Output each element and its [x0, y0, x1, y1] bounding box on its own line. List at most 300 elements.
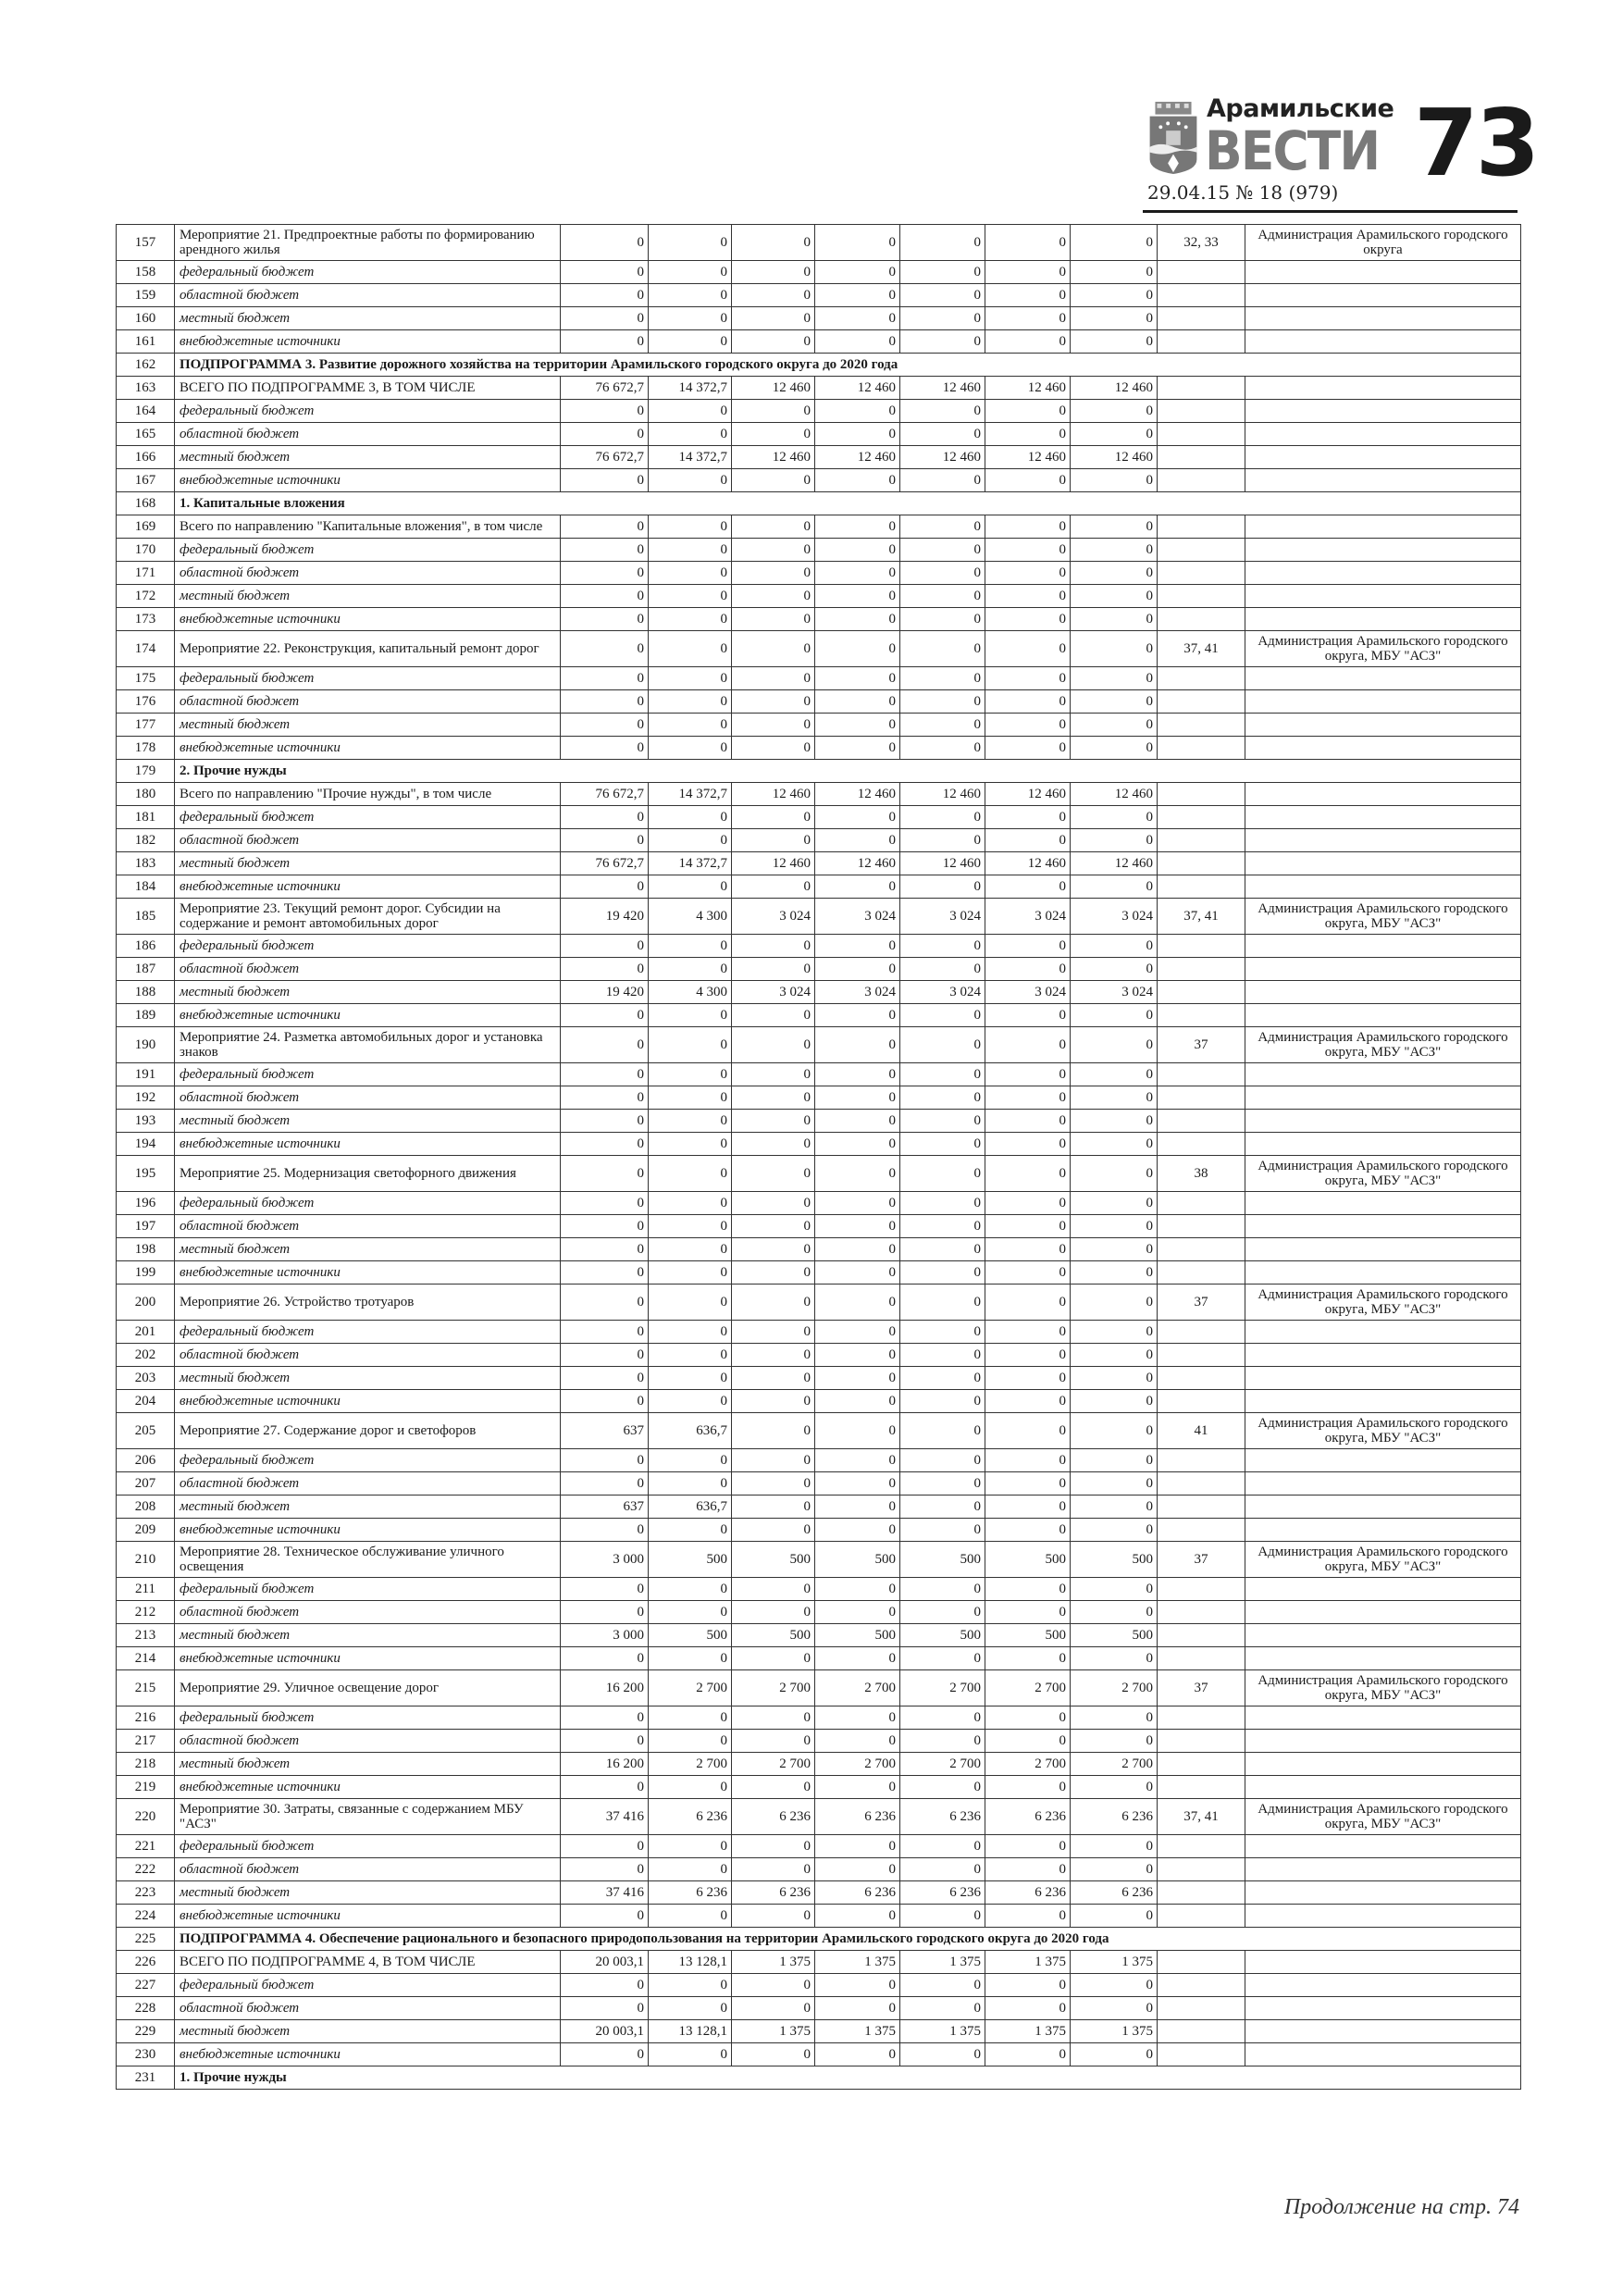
amount-cell: 0: [1071, 1086, 1158, 1110]
executor: [1245, 377, 1521, 400]
table-row: [117, 1858, 1521, 1881]
target-indicator-ref: [1158, 400, 1245, 423]
table-row: [117, 469, 1521, 492]
row-name: федеральный бюджет: [175, 1063, 561, 1086]
amount-cell: 0: [561, 1215, 649, 1238]
executor: Администрация Арамильского городского округа: [1245, 225, 1521, 261]
executor: [1245, 1321, 1521, 1344]
amount-cell: 3 024: [900, 899, 985, 935]
target-indicator-ref: [1158, 1215, 1245, 1238]
target-indicator-ref: [1158, 1951, 1245, 1974]
executor: Администрация Арамильского городского округа, МБУ "АСЗ": [1245, 1156, 1521, 1192]
amount-cell: 0: [732, 400, 815, 423]
amount-cell: 0: [815, 875, 900, 899]
amount-cell: 0: [815, 1706, 900, 1730]
row-name: областной бюджет: [175, 829, 561, 852]
amount-cell: 0: [732, 1215, 815, 1238]
executor: [1245, 806, 1521, 829]
amount-cell: 0: [561, 1730, 649, 1753]
amount-cell: 0: [815, 1215, 900, 1238]
amount-cell: 0: [1071, 1192, 1158, 1215]
table-row: [117, 261, 1521, 284]
amount-cell: 0: [1071, 806, 1158, 829]
row-name: внебюджетные источники: [175, 1647, 561, 1670]
amount-cell: 0: [732, 1238, 815, 1261]
row-number: 231: [117, 2066, 175, 2090]
amount-cell: 0: [561, 400, 649, 423]
target-indicator-ref: [1158, 1390, 1245, 1413]
amount-cell: 0: [815, 1730, 900, 1753]
row-name: внебюджетные источники: [175, 1133, 561, 1156]
amount-cell: 2 700: [985, 1670, 1071, 1706]
target-indicator-ref: [1158, 1192, 1245, 1215]
amount-cell: 0: [1071, 1261, 1158, 1285]
amount-cell: 0: [985, 423, 1071, 446]
amount-cell: 0: [815, 806, 900, 829]
executor: Администрация Арамильского городского округа, МБУ "АСЗ": [1245, 1542, 1521, 1578]
target-indicator-ref: [1158, 377, 1245, 400]
amount-cell: 0: [732, 806, 815, 829]
amount-cell: 0: [649, 1238, 732, 1261]
row-number: 186: [117, 935, 175, 958]
executor: [1245, 1706, 1521, 1730]
executor: [1245, 829, 1521, 852]
executor: [1245, 1647, 1521, 1670]
executor: Администрация Арамильского городского округа, МБУ "АСЗ": [1245, 1027, 1521, 1063]
amount-cell: 0: [1071, 469, 1158, 492]
amount-cell: 12 460: [985, 783, 1071, 806]
row-number: 164: [117, 400, 175, 423]
amount-cell: 0: [649, 806, 732, 829]
amount-cell: 0: [815, 1997, 900, 2020]
amount-cell: 0: [561, 225, 649, 261]
table-row: [117, 2020, 1521, 2043]
amount-cell: 0: [815, 1004, 900, 1027]
target-indicator-ref: [1158, 1601, 1245, 1624]
amount-cell: 0: [561, 1905, 649, 1928]
amount-cell: 0: [732, 1367, 815, 1390]
executor: [1245, 1367, 1521, 1390]
amount-cell: 0: [1071, 515, 1158, 539]
amount-cell: 0: [815, 1321, 900, 1344]
amount-cell: 0: [900, 1192, 985, 1215]
amount-cell: 0: [815, 1063, 900, 1086]
amount-cell: 12 460: [732, 852, 815, 875]
target-indicator-ref: [1158, 1997, 1245, 2020]
table-row: [117, 2043, 1521, 2066]
amount-cell: 2 700: [649, 1753, 732, 1776]
amount-cell: 500: [649, 1542, 732, 1578]
target-indicator-ref: 37: [1158, 1670, 1245, 1706]
amount-cell: 0: [1071, 1730, 1158, 1753]
amount-cell: 0: [900, 1238, 985, 1261]
amount-cell: 0: [815, 1776, 900, 1799]
row-name: областной бюджет: [175, 1215, 561, 1238]
section-row: [117, 2066, 1521, 2090]
amount-cell: 0: [732, 1905, 815, 1928]
amount-cell: 0: [1071, 1706, 1158, 1730]
amount-cell: 0: [649, 225, 732, 261]
amount-cell: 0: [900, 307, 985, 330]
amount-cell: 0: [900, 1472, 985, 1496]
amount-cell: 0: [1071, 1449, 1158, 1472]
amount-cell: 0: [1071, 935, 1158, 958]
row-name: внебюджетные источники: [175, 1390, 561, 1413]
amount-cell: 0: [1071, 1776, 1158, 1799]
amount-cell: 0: [561, 1776, 649, 1799]
amount-cell: 0: [561, 1367, 649, 1390]
target-indicator-ref: 38: [1158, 1156, 1245, 1192]
amount-cell: 0: [985, 562, 1071, 585]
row-number: 188: [117, 981, 175, 1004]
table-row: [117, 284, 1521, 307]
amount-cell: 0: [649, 1344, 732, 1367]
target-indicator-ref: [1158, 1706, 1245, 1730]
amount-cell: 0: [815, 829, 900, 852]
amount-cell: 0: [985, 1261, 1071, 1285]
row-name: местный бюджет: [175, 1238, 561, 1261]
amount-cell: 12 460: [900, 783, 985, 806]
table-row: [117, 1835, 1521, 1858]
table-row: [117, 1027, 1521, 1063]
amount-cell: 0: [561, 307, 649, 330]
row-number: 223: [117, 1881, 175, 1905]
executor: [1245, 608, 1521, 631]
row-name: внебюджетные источники: [175, 469, 561, 492]
amount-cell: 0: [985, 1215, 1071, 1238]
table-row: [117, 667, 1521, 690]
table-row: [117, 981, 1521, 1004]
row-number: 181: [117, 806, 175, 829]
amount-cell: 0: [1071, 539, 1158, 562]
amount-cell: 14 372,7: [649, 446, 732, 469]
amount-cell: 0: [561, 1004, 649, 1027]
amount-cell: 1 375: [815, 2020, 900, 2043]
row-name: внебюджетные источники: [175, 330, 561, 354]
amount-cell: 0: [649, 1390, 732, 1413]
amount-cell: 0: [561, 1472, 649, 1496]
amount-cell: 0: [985, 667, 1071, 690]
table-row: [117, 377, 1521, 400]
amount-cell: 0: [1071, 667, 1158, 690]
row-name: областной бюджет: [175, 1086, 561, 1110]
table-row: [117, 1753, 1521, 1776]
row-number: 185: [117, 899, 175, 935]
row-number: 206: [117, 1449, 175, 1472]
continuation-note: Продолжение на стр. 74: [1283, 2195, 1519, 2219]
amount-cell: 0: [1071, 737, 1158, 760]
amount-cell: 500: [649, 1624, 732, 1647]
executor: [1245, 2043, 1521, 2066]
executor: [1245, 1905, 1521, 1928]
amount-cell: 1 375: [732, 1951, 815, 1974]
row-name: местный бюджет: [175, 1367, 561, 1390]
target-indicator-ref: [1158, 1004, 1245, 1027]
table-row: [117, 562, 1521, 585]
row-name: местный бюджет: [175, 981, 561, 1004]
row-name: внебюджетные источники: [175, 1519, 561, 1542]
amount-cell: 14 372,7: [649, 377, 732, 400]
row-number: 163: [117, 377, 175, 400]
row-number: 230: [117, 2043, 175, 2066]
section-row: [117, 492, 1521, 515]
row-name: местный бюджет: [175, 2020, 561, 2043]
amount-cell: 0: [1071, 1156, 1158, 1192]
amount-cell: 0: [1071, 1905, 1158, 1928]
amount-cell: 0: [900, 1156, 985, 1192]
amount-cell: 0: [732, 875, 815, 899]
amount-cell: 2 700: [815, 1670, 900, 1706]
amount-cell: 0: [732, 1858, 815, 1881]
amount-cell: 0: [985, 1238, 1071, 1261]
amount-cell: 13 128,1: [649, 1951, 732, 1974]
amount-cell: 0: [1071, 2043, 1158, 2066]
amount-cell: 0: [900, 539, 985, 562]
amount-cell: 3 024: [732, 981, 815, 1004]
amount-cell: 0: [732, 469, 815, 492]
amount-cell: 0: [900, 737, 985, 760]
row-name: областной бюджет: [175, 958, 561, 981]
table-row: [117, 1449, 1521, 1472]
amount-cell: 0: [732, 225, 815, 261]
table-row: [117, 1238, 1521, 1261]
row-name: Мероприятие 23. Текущий ремонт дорог. Субсидии на содержание и ремонт автомобильных дорог: [175, 899, 561, 935]
amount-cell: 0: [985, 875, 1071, 899]
row-name: федеральный бюджет: [175, 1321, 561, 1344]
amount-cell: 0: [732, 562, 815, 585]
amount-cell: 0: [985, 1027, 1071, 1063]
amount-cell: 0: [815, 423, 900, 446]
row-number: 203: [117, 1367, 175, 1390]
amount-cell: 0: [815, 585, 900, 608]
amount-cell: 0: [900, 1858, 985, 1881]
amount-cell: 0: [561, 631, 649, 667]
amount-cell: 0: [815, 667, 900, 690]
executor: [1245, 1753, 1521, 1776]
table-row: [117, 1730, 1521, 1753]
executor: [1245, 690, 1521, 714]
table-row: [117, 1496, 1521, 1519]
table-row: [117, 737, 1521, 760]
target-indicator-ref: [1158, 1133, 1245, 1156]
amount-cell: 0: [815, 935, 900, 958]
amount-cell: 0: [815, 330, 900, 354]
row-number: 162: [117, 354, 175, 377]
amount-cell: 0: [649, 1110, 732, 1133]
amount-cell: 0: [649, 1472, 732, 1496]
row-name: внебюджетные источники: [175, 737, 561, 760]
amount-cell: 0: [561, 1238, 649, 1261]
executor: [1245, 1624, 1521, 1647]
row-number: 222: [117, 1858, 175, 1881]
amount-cell: 19 420: [561, 899, 649, 935]
row-name: областной бюджет: [175, 284, 561, 307]
row-name: местный бюджет: [175, 585, 561, 608]
target-indicator-ref: [1158, 1881, 1245, 1905]
amount-cell: 0: [649, 585, 732, 608]
amount-cell: 0: [1071, 1367, 1158, 1390]
amount-cell: 0: [561, 958, 649, 981]
executor: [1245, 307, 1521, 330]
amount-cell: 0: [649, 1192, 732, 1215]
table-row: [117, 1670, 1521, 1706]
amount-cell: 0: [900, 469, 985, 492]
row-name: Мероприятие 21. Предпроектные работы по формированию арендного жилья: [175, 225, 561, 261]
amount-cell: 0: [732, 958, 815, 981]
amount-cell: 0: [985, 1390, 1071, 1413]
executor: [1245, 667, 1521, 690]
amount-cell: 0: [732, 1776, 815, 1799]
amount-cell: 0: [985, 585, 1071, 608]
amount-cell: 0: [732, 284, 815, 307]
amount-cell: 0: [985, 958, 1071, 981]
target-indicator-ref: [1158, 1647, 1245, 1670]
section-title: 2. Прочие нужды: [175, 760, 1521, 783]
amount-cell: 6 236: [815, 1799, 900, 1835]
table-row: [117, 1261, 1521, 1285]
table-row: [117, 446, 1521, 469]
row-number: 160: [117, 307, 175, 330]
target-indicator-ref: [1158, 1905, 1245, 1928]
amount-cell: 0: [900, 423, 985, 446]
amount-cell: 0: [815, 1261, 900, 1285]
amount-cell: 3 024: [732, 899, 815, 935]
amount-cell: 0: [649, 1519, 732, 1542]
amount-cell: 3 024: [1071, 981, 1158, 1004]
amount-cell: 0: [649, 562, 732, 585]
amount-cell: 0: [649, 829, 732, 852]
amount-cell: 2 700: [985, 1753, 1071, 1776]
amount-cell: 76 672,7: [561, 377, 649, 400]
target-indicator-ref: [1158, 1835, 1245, 1858]
target-indicator-ref: [1158, 829, 1245, 852]
row-number: 228: [117, 1997, 175, 2020]
amount-cell: 14 372,7: [649, 783, 732, 806]
amount-cell: 0: [732, 1156, 815, 1192]
amount-cell: 0: [900, 1601, 985, 1624]
executor: [1245, 2020, 1521, 2043]
amount-cell: 0: [561, 585, 649, 608]
amount-cell: 0: [815, 307, 900, 330]
amount-cell: 0: [732, 423, 815, 446]
row-name: Мероприятие 24. Разметка автомобильных дорог и установка знаков: [175, 1027, 561, 1063]
amount-cell: 0: [561, 875, 649, 899]
target-indicator-ref: [1158, 1496, 1245, 1519]
amount-cell: 0: [561, 1285, 649, 1321]
amount-cell: 0: [732, 1110, 815, 1133]
table-row: [117, 1951, 1521, 1974]
amount-cell: 0: [649, 737, 732, 760]
amount-cell: 0: [561, 829, 649, 852]
target-indicator-ref: [1158, 1858, 1245, 1881]
amount-cell: 0: [649, 400, 732, 423]
amount-cell: 0: [815, 225, 900, 261]
row-number: 179: [117, 760, 175, 783]
amount-cell: 0: [561, 806, 649, 829]
amount-cell: 0: [1071, 1578, 1158, 1601]
amount-cell: 12 460: [732, 783, 815, 806]
amount-cell: 0: [900, 1027, 985, 1063]
amount-cell: 6 236: [900, 1881, 985, 1905]
amount-cell: 6 236: [732, 1799, 815, 1835]
amount-cell: 12 460: [900, 852, 985, 875]
table-row: [117, 1542, 1521, 1578]
amount-cell: 0: [649, 875, 732, 899]
amount-cell: 0: [649, 1601, 732, 1624]
amount-cell: 20 003,1: [561, 1951, 649, 1974]
amount-cell: 14 372,7: [649, 852, 732, 875]
row-number: 172: [117, 585, 175, 608]
row-name: федеральный бюджет: [175, 539, 561, 562]
amount-cell: 0: [649, 1449, 732, 1472]
amount-cell: 0: [649, 284, 732, 307]
amount-cell: 0: [900, 608, 985, 631]
executor: [1245, 1390, 1521, 1413]
amount-cell: 0: [900, 714, 985, 737]
section-row: [117, 1928, 1521, 1951]
table-row: [117, 935, 1521, 958]
amount-cell: 0: [985, 515, 1071, 539]
amount-cell: 0: [732, 330, 815, 354]
amount-cell: 0: [985, 1835, 1071, 1858]
amount-cell: 0: [815, 1367, 900, 1390]
amount-cell: 0: [649, 1027, 732, 1063]
amount-cell: 0: [1071, 1027, 1158, 1063]
row-name: областной бюджет: [175, 1472, 561, 1496]
amount-cell: 12 460: [900, 446, 985, 469]
executor: [1245, 1881, 1521, 1905]
row-name: местный бюджет: [175, 307, 561, 330]
executor: [1245, 875, 1521, 899]
amount-cell: 0: [900, 400, 985, 423]
row-number: 229: [117, 2020, 175, 2043]
amount-cell: 0: [985, 1472, 1071, 1496]
amount-cell: 0: [561, 935, 649, 958]
amount-cell: 0: [985, 1004, 1071, 1027]
row-name: местный бюджет: [175, 852, 561, 875]
amount-cell: 0: [985, 261, 1071, 284]
table-row: [117, 1472, 1521, 1496]
target-indicator-ref: [1158, 423, 1245, 446]
row-name: областной бюджет: [175, 423, 561, 446]
executor: [1245, 1192, 1521, 1215]
amount-cell: 0: [815, 1238, 900, 1261]
amount-cell: 0: [732, 1730, 815, 1753]
amount-cell: 0: [815, 515, 900, 539]
table-row: [117, 1004, 1521, 1027]
amount-cell: 0: [649, 1004, 732, 1027]
amount-cell: 12 460: [1071, 446, 1158, 469]
amount-cell: 3 024: [1071, 899, 1158, 935]
amount-cell: 2 700: [815, 1753, 900, 1776]
amount-cell: 0: [561, 1449, 649, 1472]
amount-cell: 0: [732, 608, 815, 631]
table-row: [117, 1086, 1521, 1110]
amount-cell: 0: [732, 1063, 815, 1086]
table-row: [117, 1601, 1521, 1624]
amount-cell: 0: [900, 1086, 985, 1110]
amount-cell: 0: [985, 935, 1071, 958]
amount-cell: 0: [1071, 261, 1158, 284]
amount-cell: 0: [985, 225, 1071, 261]
amount-cell: 0: [649, 1321, 732, 1344]
table-row: [117, 400, 1521, 423]
target-indicator-ref: [1158, 1578, 1245, 1601]
amount-cell: 0: [732, 1647, 815, 1670]
amount-cell: 6 236: [815, 1881, 900, 1905]
row-number: 202: [117, 1344, 175, 1367]
amount-cell: 0: [900, 1004, 985, 1027]
